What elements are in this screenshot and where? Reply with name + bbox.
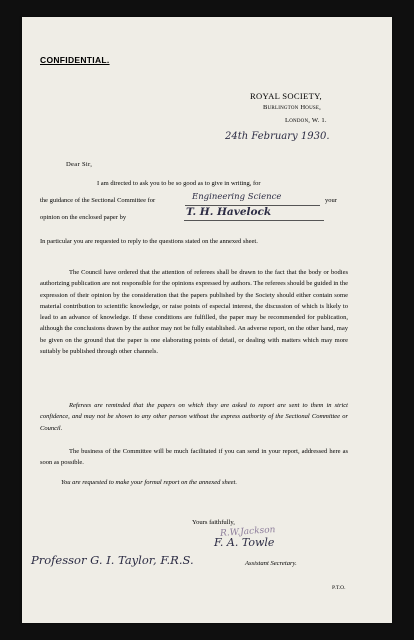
closing-yours-faithfully: Yours faithfully, xyxy=(192,519,235,526)
organization-name: ROYAL SOCIETY, xyxy=(250,91,322,101)
paragraph-business: The business of the Committee will be much facilitated if you can send in your report, addressed here as soon as possible. xyxy=(40,448,348,467)
address-line-2: London, W. 1. xyxy=(285,117,327,124)
stamp-signature: R.W.Jackson xyxy=(219,525,276,539)
author-field xyxy=(184,208,324,221)
paragraph-council: The Council have ordered that the attention of referees shall be drawn to the fact that the body or bodies authorizing publication are not responsible for the opinions expressed by authors. The referees should be guided in the expression of their opinion by the consideration that the papers published by the Society should either contain some material contribution to scientific knowledge, or raise points of especial interest, the discussion of which is likely to lead to an advance of knowledge. If these conditions are fulfilled, the paper may be recommended for publication, although the conclusions drawn by the author may not be fully established. An adverse report, on the other hand, may be given on the ground that the paper is one elaborating points of detail, or dealing with matters which may more suitably be published through other channels. xyxy=(40,269,348,356)
handwritten-date: 24th February 1930. xyxy=(225,131,330,142)
paragraph-annexed-questions: In particular you are requested to reply to the questions stated on the annexed sheet. xyxy=(40,238,258,245)
author-handwritten: T. H. Havelock xyxy=(186,206,272,218)
paragraph-1-line-2: the guidance of the Sectional Committee for xyxy=(40,197,156,204)
committee-field xyxy=(185,192,320,206)
paragraph-1-line-2-suffix: your xyxy=(325,197,337,204)
salutation: Dear Sir, xyxy=(66,161,93,168)
confidential-heading: CONFIDENTIAL. xyxy=(40,55,110,65)
secretary-signature: F. A. Towle xyxy=(214,536,275,549)
paragraph-1-line-3: opinion on the enclosed paper by xyxy=(40,214,127,221)
paragraph-formal-report: You are requested to make your formal report on the annexed sheet. xyxy=(61,479,237,486)
committee-handwritten: Engineering Science xyxy=(192,192,282,202)
paragraph-referees: Referees are reminded that the papers on which they are asked to report are sent to them in strict confidence, and may not be shown to any other person without the express authority of the Sectional Committee or Council. xyxy=(40,402,348,432)
recipient-handwritten: Professor G. I. Taylor, F.R.S. xyxy=(31,553,194,567)
assistant-secretary-title: Assistant Secretary. xyxy=(245,560,297,567)
address-line-1: Burlington House, xyxy=(263,104,321,111)
please-turn-over: P.T.O. xyxy=(332,585,346,591)
paragraph-1-line-1: I am directed to ask you to be so good as to give in writing, for xyxy=(97,180,261,187)
